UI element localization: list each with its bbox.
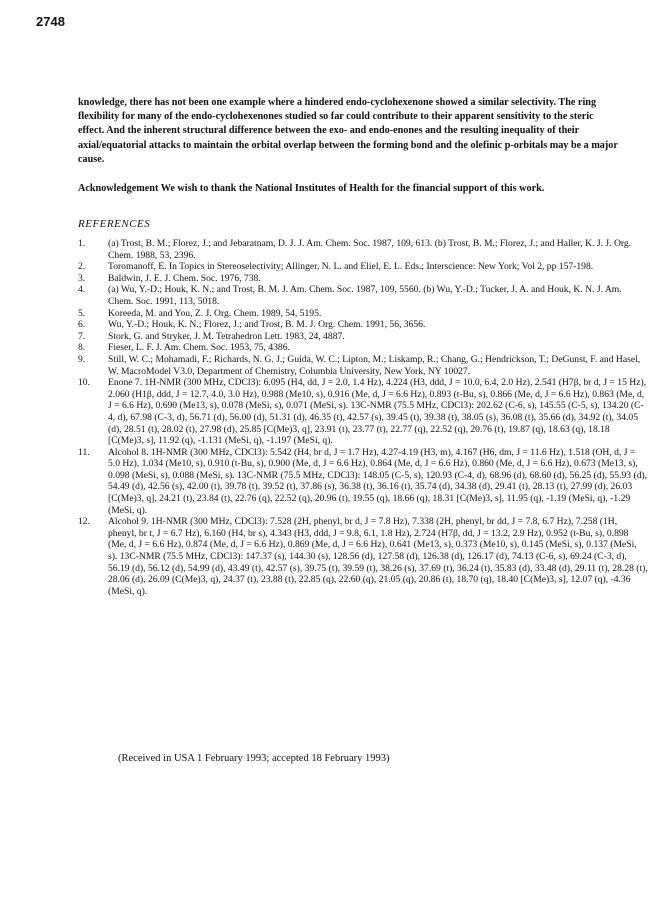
reference-text: Wu, Y.-D.; Houk, K. N.; Florez, J.; and Trost, B. M. J. Org. Chem. 1991, 56, 3656. [108, 319, 426, 331]
reference-text: (a) Wu, Y.-D.; Houk, K. N.; and Trost, B. M. J. Am. Chem. Soc. 1987, 109, 5560. (b) Wu, Y.-D.; Tucker, J. A. and Houk, K. N. J. Am. Chem. Soc. 1991, 113, 5018. [108, 284, 622, 307]
body-paragraph: knowledge, there has not been one example where a hindered endo-cyclohexenone showed a similar selectivity. The ring flexibility for many of the endo-cyclohexenones studied so far could contribute to their apparent sensitivity to the steric effect. And the inherent structural difference between the exo- and endo-enones and the resulting inequality of their axial/equatorial attacks to maintain the orbital overlap between the forming bond and the olefinic p-orbitals may be a major cause. [78, 97, 618, 165]
reference-item [78, 308, 648, 320]
reference-number: 4. [78, 284, 86, 296]
reference-text: Alcohol 9. 1H-NMR (300 MHz, CDCl3): 7.528 (2H, phenyl, br d, J = 7.8 Hz), 7.338 (2H, phenyl, br dd, J = 7.8, 6.7 Hz), 7.258 (1H, phenyl, br t, J = 6.7 Hz), 6.160 (H4, br s), 4.343 (H3, ddd, J = 9.8, 6.1, 1.8 Hz), 2.724 (H7β, dd, J = 13.2, 2.9 Hz), 0.952 (t-Bu, s), 0.898 (Me, d, J = 6.6 Hz), 0.874 (Me, d, J = 6.6 Hz), 0.869 (Me, d, J = 6.6 Hz), 0.641 (Me13, s), 0.373 (Me10, s), 0.145 (MeSi, s), 0.137 (MeSi, s). 13C-NMR (75.5 MHz, CDCl3): 147.37 (s), 144.30 (s), 128.56 (d), 127.58 (d), 126.38 (d), 126.17 (d), 74.13 (C-6, s), 69.24 (C-3, d), 56.19 (d), 56.12 (d), 54.99 (d), 43.49 (t), 42.57 (s), 39.75 (t), 39.59 (t), 38.26 (s), 37.69 (t), 36.24 (t), 35.83 (d), 33.48 (d), 29.11 (t), 28.28 (t), 28.06 (d), 26.09 (C(Me)3, q), 24.37 (t), 23.88 (t), 22.85 (q), 22.60 (q), 21.05 (q), 20.86 (t), 18.70 (q), 18.40 [C(Me)3, s], 12.07 (q), -4.36 (MeSi, q). [108, 516, 648, 597]
reference-text: Toromanoff, E. In Topics in Stereoselectivity; Allinger, N. L. and Eliel, E. L. Eds.; Interscience: New York; Vol 2, pp 157-198. [108, 261, 594, 273]
reference-text: Koreeda, M. and You, Z. J. Org. Chem. 1989, 54, 5195. [108, 307, 322, 319]
reference-number: 5. [78, 307, 86, 319]
reference-item [78, 319, 648, 331]
reference-text: Still, W. C.; Mohamadi, F.; Richards, N. G. J.; Guida, W. C.; Lipton, M.; Liskamp, R.; Chang, G.; Hendrickson, T.; DeGunst, F. and Hasel, W. MacroModel V3.0, Department of Chemistry, Columbia University, New York, NY 10027. [108, 353, 641, 377]
received-date-line: (Received in USA 1 February 1993; accepted 18 February 1993) [118, 753, 390, 764]
reference-item [78, 342, 648, 354]
reference-number: 3. [78, 272, 86, 284]
reference-item [78, 354, 648, 377]
reference-item [78, 273, 648, 285]
reference-text: Fieser, L. F. J. Am. Chem. Soc. 1953, 75, 4386. [108, 342, 290, 354]
reference-number: 1. [78, 238, 86, 249]
reference-number: 10. [78, 377, 90, 389]
reference-number: 11. [78, 446, 90, 458]
reference-text: Alcohol 8. 1H-NMR (300 MHz, CDCl3): 5.542 (H4, br d, J = 1.7 Hz), 4.27-4.19 (H3, m), 4.167 (H6, dm, J = 11.6 Hz), 1.518 (OH, d, J = 5.0 Hz), 1.034 (Me10, s), 0.910 (t-Bu, s), 0.900 (Me, d, J = 6.6 Hz), 0.864 (Me, d, J = 6.6 Hz), 0.860 (Me, d, J = 6.6 Hz), 0.673 (Me13, s), 0.098 (MeSi, s), 0.088 (MeSi, s). 13C-NMR (75.5 MHz, CDCl3): 148.05 (C-5, s), 120.93 (C-4, d), 68.96 (d), 68.60 (d), 56.25 (d), 55.93 (d), 54.49 (d), 42.56 (s), 42.00 (t), 39.78 (t), 39.52 (t), 37.86 (s), 36.38 (t), 36.16 (t), 35.74 (d), 34.38 (d), 29.41 (t), 28.13 (t), 27.99 (d), 26.03 [C(Me)3, q], 24.21 (t), 23.84 (t), 22.76 (q), 22.52 (q), 20.96 (t), 19.55 (q), 18.66 (q), 18.31 [C(Me)3, s], 11.95 (q), -1.19 (MeSi, q), -1.29 (MeSi, q). [108, 446, 648, 516]
reference-number: 8. [78, 342, 86, 354]
reference-item [78, 284, 648, 307]
reference-item [78, 261, 648, 273]
references-heading: REFERENCES [78, 218, 151, 230]
acknowledgement-text: We wish to thank the National Institutes of Health for the financial support of this work. [158, 183, 545, 194]
references-list [78, 238, 648, 597]
reference-text: (a) Trost, B. M.; Florez, J.; and Jebaratnam, D. J. J. Am. Chem. Soc. 1987, 109, 613. (b) Trost, B. M.; Florez, J.; and Haller, K. J. J. Org. Chem. 1988, 53, 2396. [108, 238, 632, 261]
reference-number: 7. [78, 330, 86, 342]
reference-text: Enone 7. 1H-NMR (300 MHz, CDCl3): 6.095 (H4, dd, J = 2.0, 1.4 Hz), 4.224 (H3, ddd, J = 10.0, 6.4, 2.0 Hz), 2.541 (H7β, br d, J = 15 Hz), 2.060 (H1β, ddd, J = 12.7, 4.0, 3.0 Hz), 0.988 (Me10, s), 0.916 (Me, d, J = 6.6 Hz), 0.893 (t-Bu, s), 0.866 (Me, d, J = 6.6 Hz), 0.863 (Me, d, J = 6.6 Hz), 0.690 (Me13, s), 0.078 (MeSi, s), 0.071 (MeSi, s). 13C-NMR (75.5 MHz, CDCl3): 202.62 (C-6, s), 145.55 (C-5, s), 134.20 (C-4, d), 67.98 (C-3, d), 56.71 (d), 56.00 (d), 51.31 (d), 46.35 (t), 42.57 (s), 39.45 (t), 39.38 (t), 38.05 (s), 36.08 (t), 35.66 (d), 34.92 (t), 34.05 (d), 28.51 (t), 28.02 (t), 27.98 (d), 25.85 [C(Me)3, q], 23.91 (t), 23.77 (t), 22.77 (q), 22.52 (q), 20.76 (t), 19.87 (q), 18.63 (q), 18.18 [C(Me)3, s], 11.92 (q), -1.131 (MeSi, q), -1.197 (MeSi, q). [108, 377, 647, 447]
reference-text: Baldwin, J. E. J. Chem. Soc. 1976, 738. [108, 272, 261, 284]
reference-number: 12. [78, 516, 90, 528]
reference-text: Stork, G. and Stryker, J. M. Tetrahedron Lett. 1983, 24, 4887. [108, 330, 345, 342]
reference-number: 9. [78, 353, 86, 365]
acknowledgement [78, 183, 638, 194]
reference-item [78, 238, 648, 261]
reference-item [78, 331, 648, 343]
reference-item [78, 377, 648, 447]
reference-item [78, 516, 648, 597]
acknowledgement-label: Acknowledgement [78, 183, 159, 194]
reference-number: 6. [78, 319, 86, 331]
reference-number: 2. [78, 261, 86, 273]
page-number: 2748 [36, 14, 65, 29]
reference-item [78, 447, 648, 517]
